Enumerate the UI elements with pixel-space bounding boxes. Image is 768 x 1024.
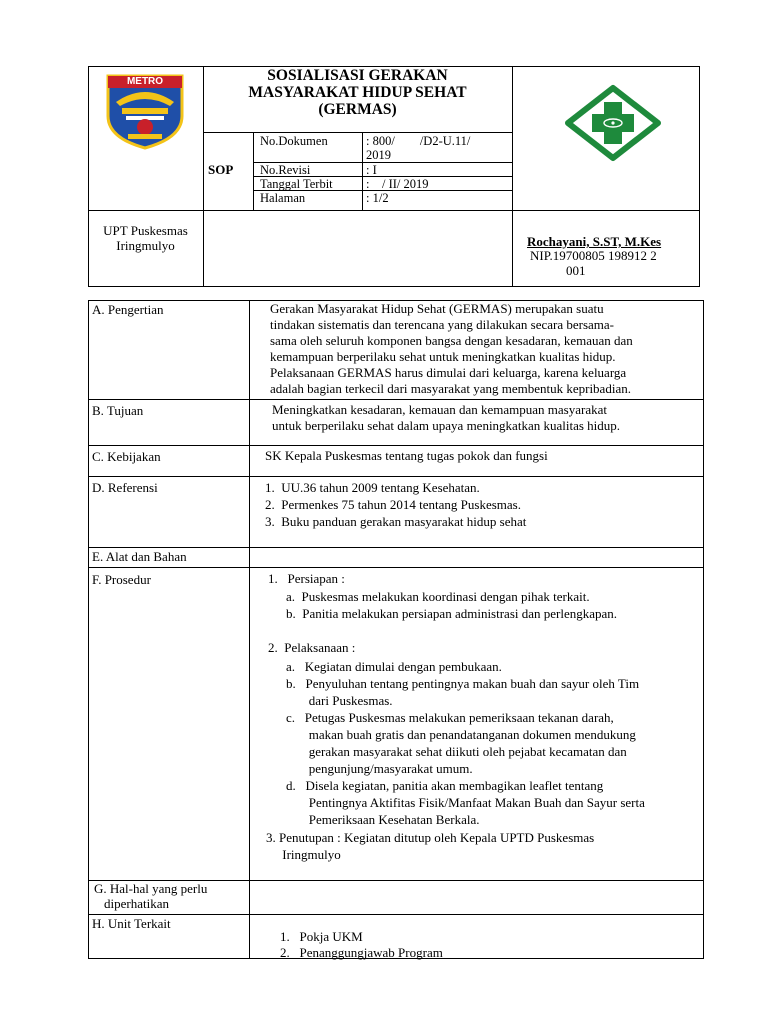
prosedur-persiapan-title: 1. Persiapan : (268, 571, 345, 586)
logo-text: METRO (126, 76, 164, 87)
referensi-list (265, 479, 526, 530)
unit-name: UPT Puskesmas Iringmulyo (103, 223, 188, 253)
section-label-alat: E. Alat dan Bahan (92, 549, 187, 564)
section-label-prosedur: F. Prosedur (92, 572, 151, 587)
list-item: 2. Permenkes 75 tahun 2014 tentang Puskesmas. (265, 497, 521, 512)
list-item: b. Penyuluhan tentang pentingnya makan buah dan sayur oleh Tim (286, 676, 640, 691)
list-item: Pentingnya Aktifitas Fisik/Manfaat Makan Buah dan Sayur serta (286, 795, 645, 810)
list-item: a. Kegiatan dimulai dengan pembukaan. (286, 659, 502, 674)
sop-label: SOP (208, 162, 234, 177)
revision-value: : I (366, 163, 377, 177)
tujuan-text: Meningkatkan kesadaran, kemauan dan kemampuan masyarakat untuk berperilaku sehat dalam upaya meningkatkan kualitas hidup. (272, 402, 621, 433)
section-label-unit-terkait: H. Unit Terkait (92, 916, 171, 931)
list-item: makan buah gratis dan penandatanganan dokumen mendukung (286, 727, 636, 742)
title-line: SOSIALISASI GERAKAN (267, 67, 448, 84)
prosedur-pelaksanaan-title: 2. Pelaksanaan : (268, 640, 356, 655)
document-title (205, 67, 510, 118)
list-item: 3. Buku panduan gerakan masyarakat hidup sehat (265, 514, 527, 529)
section-label-pengertian: A. Pengertian (92, 302, 164, 317)
doc-number-label: No.Dokumen (260, 134, 328, 148)
signer-nip: NIP.19700805 198912 2 001 (530, 248, 657, 278)
title-line: (GERMAS) (318, 101, 397, 118)
section-label-kebijakan: C. Kebijakan (92, 449, 161, 464)
list-item: 1. UU.36 tahun 2009 tentang Kesehatan. (265, 480, 480, 495)
list-item: Pemeriksaan Kesehatan Berkala. (286, 812, 480, 827)
page-value: : 1/2 (366, 191, 389, 205)
prosedur-persiapan-list (286, 588, 617, 622)
revision-label: No.Revisi (260, 163, 311, 177)
issue-date-label: Tanggal Terbit (260, 177, 333, 191)
list-item: dari Puskesmas. (286, 693, 393, 708)
list-item: c. Petugas Puskesmas melakukan pemeriksaan tekanan darah, (286, 710, 614, 725)
unit-terkait-list (280, 929, 443, 961)
list-item: gerakan masyarakat sehat diikuti oleh pejabat kecamatan dan (286, 744, 627, 759)
kebijakan-text: SK Kepala Puskesmas tentang tugas pokok dan fungsi (265, 448, 548, 463)
list-item: a. Puskesmas melakukan koordinasi dengan pihak terkait. (286, 589, 590, 604)
list-item: d. Disela kegiatan, panitia akan membagikan leaflet tentang (286, 778, 604, 793)
page-label: Halaman (260, 191, 306, 205)
list-item: b. Panitia melakukan persiapan administrasi dan perlengkapan. (286, 606, 618, 621)
signer-name: Rochayani, S.ST, M.Kes (527, 234, 662, 249)
metro-logo (104, 72, 186, 150)
doc-number-value: : 800/ /D2-U.11/ 2019 (366, 134, 471, 162)
list-item: 2. Penanggungjawab Program (280, 945, 443, 960)
list-item: 1. Pokja UKM (280, 929, 363, 944)
pengertian-text: Gerakan Masyarakat Hidup Sehat (GERMAS) merupakan suatu tindakan sistematis dan terencana yang dilakukan secara bersama- sama oleh seluruh komponen bangsa dengan kesadaran, kemauan dan kemampuan berperilaku sehat untuk meningkatkan kualitas hidup. Pelaksanaan GERMAS harus dimulai dari keluarga, karena keluarga adalah bagian terkecil dari masyarakat yang membentuk kepribadian. (270, 301, 633, 396)
puskesmas-cross-logo (564, 84, 662, 162)
section-label-tujuan: B. Tujuan (92, 403, 144, 418)
list-item: pengunjung/masyarakat umum. (286, 761, 473, 776)
section-label-referensi: D. Referensi (92, 480, 158, 495)
issue-date-value: : / II/ 2019 (366, 177, 429, 191)
prosedur-penutupan: 3. Penutupan : Kegiatan ditutup oleh Kepala UPTD Puskesmas Iringmulyo (266, 830, 595, 862)
section-label-hal: G. Hal-hal yang perlu diperhatikan (94, 881, 208, 911)
title-line: MASYARAKAT HIDUP SEHAT (248, 84, 467, 101)
prosedur-pelaksanaan-list (286, 658, 645, 828)
